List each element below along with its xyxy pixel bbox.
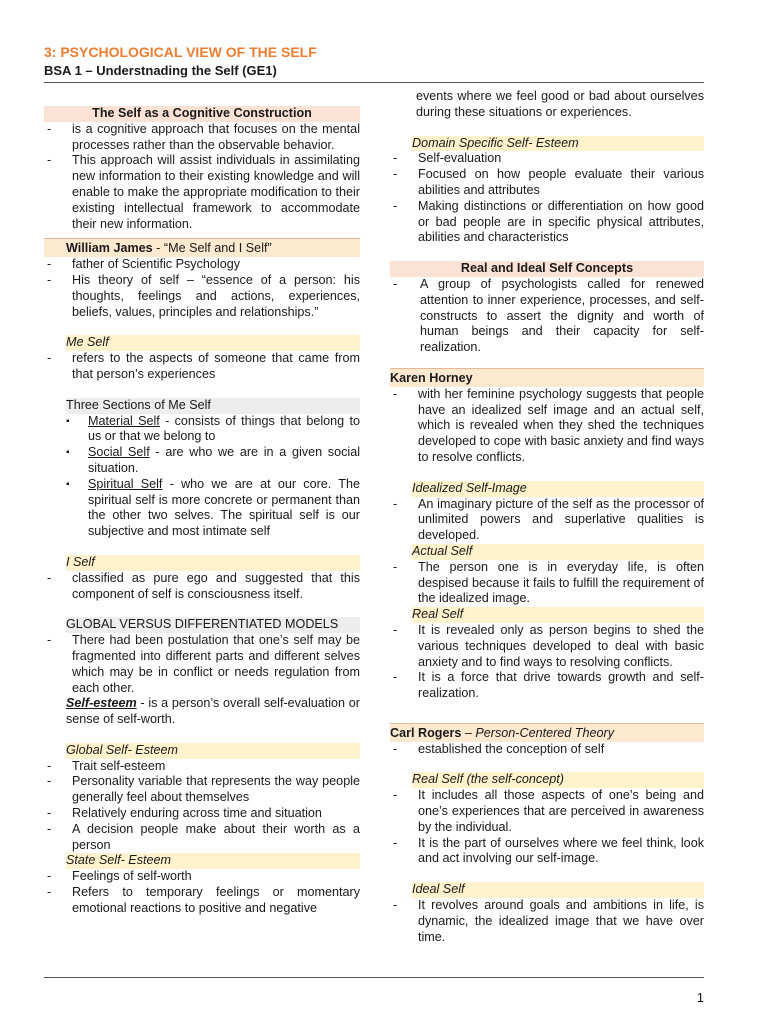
footer-divider <box>44 977 704 978</box>
list-item: - father of Scientific Psychology <box>44 257 360 273</box>
page-number: 1 <box>696 990 704 1005</box>
person-quote: “Me Self and I Self” <box>163 241 272 256</box>
list-item: - A group of psychologists called for renewed attention to inner experience, processes, and self-constructs to assert the dignity and worth of human beings and their capacity for self-realization. <box>390 277 704 356</box>
person-name: William James <box>66 241 153 256</box>
bullet-item <box>44 414 360 446</box>
term: Material Self <box>88 413 160 428</box>
bullet-item <box>44 445 360 477</box>
subheading-i-self: I Self <box>66 555 360 571</box>
list-item: - Making distinctions or differentiation on how good or bad people are in specific physical attributes, abilities and characteristics <box>390 199 704 246</box>
continued-text: events where we feel good or bad about ourselves during these situations or experiences. <box>416 89 704 119</box>
subheading-global-self-esteem: Global Self- Esteem <box>66 743 360 759</box>
list-item: - There had been postulation that one’s self may be fragmented into different parts and different selves which may be in conflict or needs regulation from each other. <box>44 633 360 696</box>
definition: - are who we are in a given social situation. <box>88 445 360 475</box>
list-item: - classified as pure ego and suggested that this component of self is consciousness itself. <box>44 571 360 603</box>
subheading-state-self-esteem: State Self- Esteem <box>66 853 360 869</box>
document-title: 3: PSYCHOLOGICAL VIEW OF THE SELF <box>44 44 317 60</box>
term: Self-esteem <box>66 696 137 711</box>
definition-self-esteem <box>44 696 360 728</box>
list-item: - Focused on how people evaluate their various abilities and attributes <box>390 167 704 199</box>
separator: – <box>461 725 476 740</box>
list-item: - An imaginary picture of the self as the processor of unlimited powers and superlative qualities is developed. <box>390 497 704 544</box>
separator: - <box>152 241 164 256</box>
list-item: - It is revealed only as person begins to shed the various techniques developed to deal with basic anxiety and to find ways to resolving conflicts. <box>390 623 704 670</box>
list-item: - is a cognitive approach that focuses on the mental processes rather than the observable behavior. <box>44 122 360 154</box>
list-item: - with her feminine psychology suggests that people have an idealized self image and an actual self, which is revealed when they shed the techniques developed to cope with basic anxiety and find ways to resolve conflicts. <box>390 387 704 466</box>
term: Spiritual Self <box>88 476 163 491</box>
subheading-me-self: Me Self <box>66 335 360 351</box>
definition: - consists of things that belong to us or that we belong to <box>88 413 360 444</box>
person-heading-karen-horney: Karen Horney <box>390 368 704 387</box>
subheading-domain-specific: Domain Specific Self- Esteem <box>412 136 704 152</box>
list-item: - A decision people make about their worth as a person <box>44 822 360 854</box>
person-heading-carl-rogers <box>390 723 704 742</box>
subheading-three-sections: Three Sections of Me Self <box>66 398 360 414</box>
list-item: - refers to the aspects of someone that came from that person’s experiences <box>44 351 360 383</box>
person-name: Carl Rogers <box>390 725 462 740</box>
list-item: - Refers to temporary feelings or momentary emotional reactions to positive and negative <box>44 885 360 917</box>
section-heading-cognitive: The Self as a Cognitive Construction <box>44 106 360 122</box>
list-item: - It revolves around goals and ambitions in life, is dynamic, the idealized image that we have over time. <box>390 898 704 945</box>
list-item: - This approach will assist individuals in assimilating new information to their existing knowledge and will enable to make the appropriate modification to their existing intellectual framework to accommodate their new information. <box>44 153 360 232</box>
subheading-real-self-concept: Real Self (the self-concept) <box>412 772 704 788</box>
list-item: - The person one is in everyday life, is often despised because it fails to fulfill the requirement of the idealized image. <box>390 560 704 607</box>
list-item: - Personality variable that represents the way people generally feel about themselves <box>44 774 360 806</box>
list-item: - Self-evaluation <box>390 151 704 167</box>
list-item: - Relatively enduring across time and situation <box>44 806 360 822</box>
subheading-actual-self: Actual Self <box>412 544 704 560</box>
header-divider <box>44 82 704 83</box>
list-item: - established the conception of self <box>390 742 704 758</box>
list-item: - It is a force that drive towards growth and self-realization. <box>390 670 704 702</box>
right-column <box>390 89 704 945</box>
definition: - who we are at our core. The spiritual self is more concrete or permanent than the other two selves. The spiritual self is our subjective and most intimate self <box>88 476 361 539</box>
list-item: - It is the part of ourselves where we feel think, look and act involving our self-image. <box>390 836 704 868</box>
subheading-ideal-self: Ideal Self <box>412 882 704 898</box>
list-item: - Feelings of self-worth <box>44 869 360 885</box>
list-item: - His theory of self – “essence of a person: his thoughts, feelings and actions, experiences, beliefs, values, principles and relationships.” <box>44 273 360 320</box>
subheading-global-models: GLOBAL VERSUS DIFFERENTIATED MODELS <box>66 617 360 633</box>
term: Social Self <box>88 445 150 460</box>
subheading-idealized-self-image: Idealized Self-Image <box>412 481 704 497</box>
subheading-real-self: Real Self <box>412 607 704 623</box>
document-subtitle: BSA 1 – Understnading the Self (GE1) <box>44 63 277 78</box>
section-heading-real-ideal: Real and Ideal Self Concepts <box>390 261 704 277</box>
list-item: - It includes all those aspects of one’s being and one’s experiences that are perceived in awareness by the individual. <box>390 788 704 835</box>
bullet-item <box>44 477 360 540</box>
left-column <box>44 106 360 917</box>
list-item: - Trait self-esteem <box>44 759 360 775</box>
theory-name: Person-Centered Theory <box>475 725 615 740</box>
person-heading-william-james <box>44 238 360 257</box>
definition: - is a person’s overall self-evaluation or sense of self-worth. <box>66 696 360 727</box>
